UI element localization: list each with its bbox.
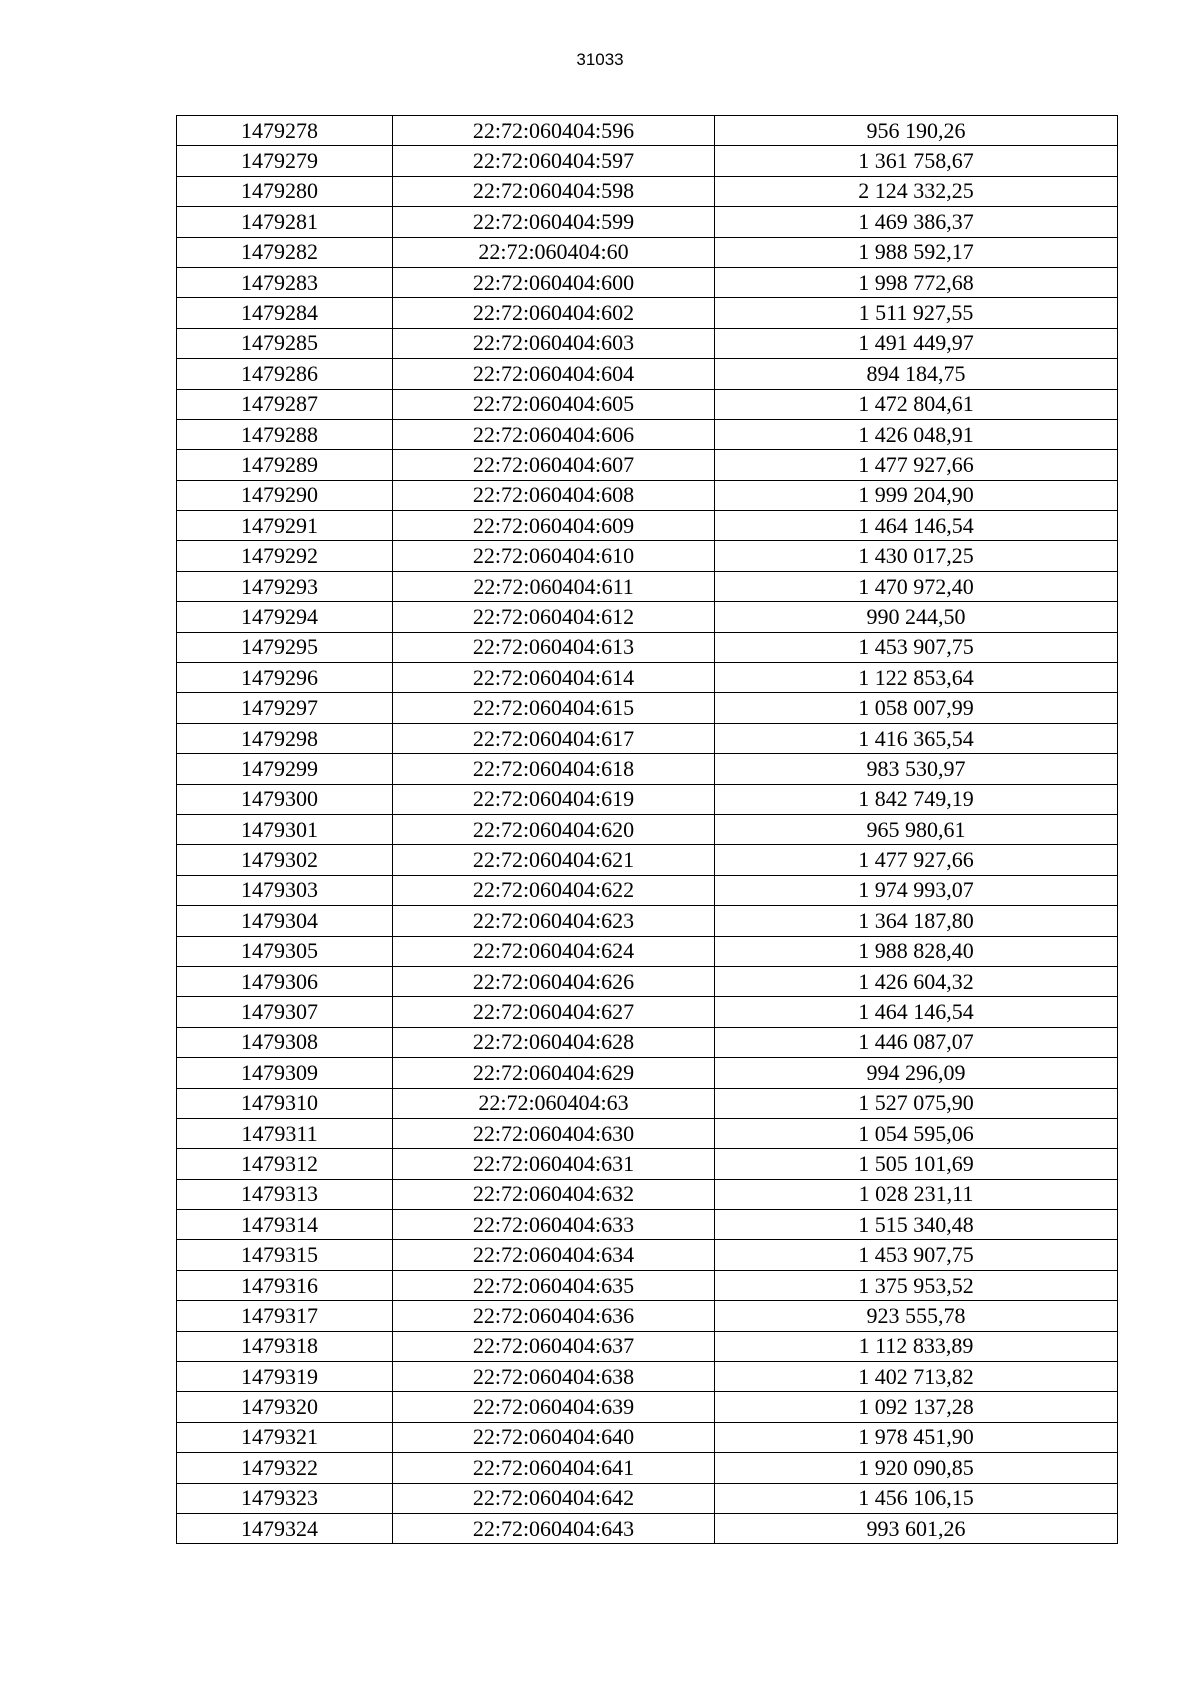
table-row bbox=[177, 1422, 1118, 1452]
cadastral-value-cell: 965 980,61 bbox=[715, 814, 1118, 844]
table-row bbox=[177, 1210, 1118, 1240]
table-row bbox=[177, 1149, 1118, 1179]
table-body bbox=[177, 116, 1118, 1544]
table-row bbox=[177, 1513, 1118, 1543]
cadastral-number-cell: 22:72:060404:638 bbox=[393, 1362, 715, 1392]
row-number-cell: 1479324 bbox=[177, 1513, 393, 1543]
row-number-cell: 1479284 bbox=[177, 298, 393, 328]
cadastral-value-cell: 1 527 075,90 bbox=[715, 1088, 1118, 1118]
cadastral-number-cell: 22:72:060404:620 bbox=[393, 814, 715, 844]
row-number-cell: 1479311 bbox=[177, 1118, 393, 1148]
cadastral-value-cell: 1 515 340,48 bbox=[715, 1210, 1118, 1240]
cadastral-number-cell: 22:72:060404:632 bbox=[393, 1179, 715, 1209]
row-number-cell: 1479305 bbox=[177, 936, 393, 966]
cadastral-value-cell: 1 054 595,06 bbox=[715, 1118, 1118, 1148]
row-number-cell: 1479297 bbox=[177, 693, 393, 723]
table-row bbox=[177, 1027, 1118, 1057]
cadastral-value-cell: 1 402 713,82 bbox=[715, 1362, 1118, 1392]
cadastral-number-cell: 22:72:060404:628 bbox=[393, 1027, 715, 1057]
row-number-cell: 1479286 bbox=[177, 359, 393, 389]
table-row bbox=[177, 663, 1118, 693]
cadastral-number-cell: 22:72:060404:626 bbox=[393, 966, 715, 996]
cadastral-number-cell: 22:72:060404:608 bbox=[393, 480, 715, 510]
cadastral-value-cell: 1 426 048,91 bbox=[715, 419, 1118, 449]
table-row bbox=[177, 298, 1118, 328]
row-number-cell: 1479294 bbox=[177, 602, 393, 632]
cadastral-value-cell: 1 477 927,66 bbox=[715, 845, 1118, 875]
row-number-cell: 1479316 bbox=[177, 1270, 393, 1300]
cadastral-value-cell: 1 453 907,75 bbox=[715, 632, 1118, 662]
cadastral-number-cell: 22:72:060404:623 bbox=[393, 906, 715, 936]
cadastral-value-cell: 956 190,26 bbox=[715, 116, 1118, 146]
row-number-cell: 1479318 bbox=[177, 1331, 393, 1361]
table-row bbox=[177, 602, 1118, 632]
table-row bbox=[177, 1362, 1118, 1392]
cadastral-number-cell: 22:72:060404:633 bbox=[393, 1210, 715, 1240]
cadastral-number-cell: 22:72:060404:624 bbox=[393, 936, 715, 966]
table-row bbox=[177, 511, 1118, 541]
table-row bbox=[177, 1331, 1118, 1361]
row-number-cell: 1479319 bbox=[177, 1362, 393, 1392]
cadastral-value-cell: 2 124 332,25 bbox=[715, 176, 1118, 206]
cadastral-number-cell: 22:72:060404:617 bbox=[393, 723, 715, 753]
cadastral-value-cell: 993 601,26 bbox=[715, 1513, 1118, 1543]
table-row bbox=[177, 966, 1118, 996]
table-row bbox=[177, 480, 1118, 510]
table-row bbox=[177, 176, 1118, 206]
cadastral-value-cell: 1 999 204,90 bbox=[715, 480, 1118, 510]
cadastral-number-cell: 22:72:060404:607 bbox=[393, 450, 715, 480]
table-row bbox=[177, 328, 1118, 358]
table-row bbox=[177, 936, 1118, 966]
table-row bbox=[177, 1483, 1118, 1513]
cadastral-value-cell: 1 511 927,55 bbox=[715, 298, 1118, 328]
table-row bbox=[177, 237, 1118, 267]
cadastral-number-cell: 22:72:060404:643 bbox=[393, 1513, 715, 1543]
row-number-cell: 1479321 bbox=[177, 1422, 393, 1452]
cadastral-number-cell: 22:72:060404:635 bbox=[393, 1270, 715, 1300]
table-row bbox=[177, 814, 1118, 844]
page-number: 31033 bbox=[576, 50, 624, 69]
cadastral-number-cell: 22:72:060404:599 bbox=[393, 207, 715, 237]
row-number-cell: 1479323 bbox=[177, 1483, 393, 1513]
table-row bbox=[177, 997, 1118, 1027]
cadastral-value-cell: 1 456 106,15 bbox=[715, 1483, 1118, 1513]
cadastral-number-cell: 22:72:060404:60 bbox=[393, 237, 715, 267]
cadastral-number-cell: 22:72:060404:631 bbox=[393, 1149, 715, 1179]
cadastral-value-cell: 1 122 853,64 bbox=[715, 663, 1118, 693]
cadastral-value-cell: 1 416 365,54 bbox=[715, 723, 1118, 753]
row-number-cell: 1479285 bbox=[177, 328, 393, 358]
table-row bbox=[177, 1118, 1118, 1148]
cadastral-value-cell: 1 842 749,19 bbox=[715, 784, 1118, 814]
cadastral-number-cell: 22:72:060404:639 bbox=[393, 1392, 715, 1422]
cadastral-value-cell: 1 472 804,61 bbox=[715, 389, 1118, 419]
table-row bbox=[177, 1453, 1118, 1483]
row-number-cell: 1479281 bbox=[177, 207, 393, 237]
row-number-cell: 1479306 bbox=[177, 966, 393, 996]
row-number-cell: 1479312 bbox=[177, 1149, 393, 1179]
cadastral-value-cell: 1 491 449,97 bbox=[715, 328, 1118, 358]
cadastral-value-cell: 1 058 007,99 bbox=[715, 693, 1118, 723]
cadastral-number-cell: 22:72:060404:640 bbox=[393, 1422, 715, 1452]
table-row bbox=[177, 632, 1118, 662]
table-row bbox=[177, 1058, 1118, 1088]
table-row bbox=[177, 845, 1118, 875]
row-number-cell: 1479320 bbox=[177, 1392, 393, 1422]
row-number-cell: 1479293 bbox=[177, 571, 393, 601]
cadastral-number-cell: 22:72:060404:597 bbox=[393, 146, 715, 176]
cadastral-number-cell: 22:72:060404:630 bbox=[393, 1118, 715, 1148]
table-row bbox=[177, 906, 1118, 936]
cadastral-number-cell: 22:72:060404:598 bbox=[393, 176, 715, 206]
table-row bbox=[177, 146, 1118, 176]
cadastral-value-cell: 1 375 953,52 bbox=[715, 1270, 1118, 1300]
cadastral-value-cell: 923 555,78 bbox=[715, 1301, 1118, 1331]
cadastral-number-cell: 22:72:060404:602 bbox=[393, 298, 715, 328]
table-row bbox=[177, 359, 1118, 389]
cadastral-value-cell: 1 430 017,25 bbox=[715, 541, 1118, 571]
table-row bbox=[177, 450, 1118, 480]
cadastral-number-cell: 22:72:060404:642 bbox=[393, 1483, 715, 1513]
table-row bbox=[177, 207, 1118, 237]
cadastral-value-cell: 1 028 231,11 bbox=[715, 1179, 1118, 1209]
row-number-cell: 1479288 bbox=[177, 419, 393, 449]
row-number-cell: 1479282 bbox=[177, 237, 393, 267]
row-number-cell: 1479313 bbox=[177, 1179, 393, 1209]
cadastral-value-cell: 1 974 993,07 bbox=[715, 875, 1118, 905]
row-number-cell: 1479280 bbox=[177, 176, 393, 206]
cadastral-value-cell: 1 453 907,75 bbox=[715, 1240, 1118, 1270]
table-row bbox=[177, 693, 1118, 723]
cadastral-value-cell: 1 464 146,54 bbox=[715, 997, 1118, 1027]
table-row bbox=[177, 1088, 1118, 1118]
row-number-cell: 1479292 bbox=[177, 541, 393, 571]
cadastral-value-cell: 990 244,50 bbox=[715, 602, 1118, 632]
table-row bbox=[177, 754, 1118, 784]
cadastral-value-cell: 983 530,97 bbox=[715, 754, 1118, 784]
cadastral-value-cell: 1 998 772,68 bbox=[715, 267, 1118, 297]
row-number-cell: 1479289 bbox=[177, 450, 393, 480]
cadastral-value-cell: 1 446 087,07 bbox=[715, 1027, 1118, 1057]
cadastral-number-cell: 22:72:060404:609 bbox=[393, 511, 715, 541]
cadastral-value-cell: 1 470 972,40 bbox=[715, 571, 1118, 601]
cadastral-value-cell: 1 361 758,67 bbox=[715, 146, 1118, 176]
cadastral-number-cell: 22:72:060404:641 bbox=[393, 1453, 715, 1483]
cadastral-value-cell: 1 988 592,17 bbox=[715, 237, 1118, 267]
row-number-cell: 1479296 bbox=[177, 663, 393, 693]
cadastral-number-cell: 22:72:060404:604 bbox=[393, 359, 715, 389]
cadastral-number-cell: 22:72:060404:629 bbox=[393, 1058, 715, 1088]
cadastral-number-cell: 22:72:060404:606 bbox=[393, 419, 715, 449]
cadastral-value-cell: 1 469 386,37 bbox=[715, 207, 1118, 237]
row-number-cell: 1479322 bbox=[177, 1453, 393, 1483]
cadastral-number-cell: 22:72:060404:615 bbox=[393, 693, 715, 723]
row-number-cell: 1479314 bbox=[177, 1210, 393, 1240]
cadastral-number-cell: 22:72:060404:627 bbox=[393, 997, 715, 1027]
table-row bbox=[177, 1240, 1118, 1270]
cadastral-number-cell: 22:72:060404:614 bbox=[393, 663, 715, 693]
cadastral-number-cell: 22:72:060404:603 bbox=[393, 328, 715, 358]
cadastral-number-cell: 22:72:060404:636 bbox=[393, 1301, 715, 1331]
table-row bbox=[177, 389, 1118, 419]
row-number-cell: 1479304 bbox=[177, 906, 393, 936]
row-number-cell: 1479298 bbox=[177, 723, 393, 753]
cadastral-value-cell: 994 296,09 bbox=[715, 1058, 1118, 1088]
table-row bbox=[177, 1301, 1118, 1331]
cadastral-number-cell: 22:72:060404:605 bbox=[393, 389, 715, 419]
cadastral-number-cell: 22:72:060404:637 bbox=[393, 1331, 715, 1361]
cadastral-number-cell: 22:72:060404:596 bbox=[393, 116, 715, 146]
cadastral-number-cell: 22:72:060404:619 bbox=[393, 784, 715, 814]
table-row bbox=[177, 723, 1118, 753]
cadastral-value-cell: 1 477 927,66 bbox=[715, 450, 1118, 480]
row-number-cell: 1479303 bbox=[177, 875, 393, 905]
cadastral-value-table bbox=[176, 115, 1118, 1544]
cadastral-value-cell: 1 464 146,54 bbox=[715, 511, 1118, 541]
cadastral-value-cell: 1 364 187,80 bbox=[715, 906, 1118, 936]
cadastral-value-cell: 1 920 090,85 bbox=[715, 1453, 1118, 1483]
cadastral-value-cell: 894 184,75 bbox=[715, 359, 1118, 389]
cadastral-number-cell: 22:72:060404:613 bbox=[393, 632, 715, 662]
row-number-cell: 1479290 bbox=[177, 480, 393, 510]
row-number-cell: 1479302 bbox=[177, 845, 393, 875]
cadastral-number-cell: 22:72:060404:618 bbox=[393, 754, 715, 784]
cadastral-number-cell: 22:72:060404:63 bbox=[393, 1088, 715, 1118]
cadastral-value-cell: 1 978 451,90 bbox=[715, 1422, 1118, 1452]
table-row bbox=[177, 419, 1118, 449]
cadastral-number-cell: 22:72:060404:600 bbox=[393, 267, 715, 297]
row-number-cell: 1479283 bbox=[177, 267, 393, 297]
row-number-cell: 1479300 bbox=[177, 784, 393, 814]
row-number-cell: 1479315 bbox=[177, 1240, 393, 1270]
row-number-cell: 1479301 bbox=[177, 814, 393, 844]
cadastral-value-cell: 1 092 137,28 bbox=[715, 1392, 1118, 1422]
cadastral-value-cell: 1 988 828,40 bbox=[715, 936, 1118, 966]
row-number-cell: 1479309 bbox=[177, 1058, 393, 1088]
row-number-cell: 1479308 bbox=[177, 1027, 393, 1057]
row-number-cell: 1479279 bbox=[177, 146, 393, 176]
table-row bbox=[177, 541, 1118, 571]
table-row bbox=[177, 1179, 1118, 1209]
cadastral-number-cell: 22:72:060404:621 bbox=[393, 845, 715, 875]
table-row bbox=[177, 267, 1118, 297]
table-row bbox=[177, 116, 1118, 146]
cadastral-number-cell: 22:72:060404:634 bbox=[393, 1240, 715, 1270]
row-number-cell: 1479295 bbox=[177, 632, 393, 662]
cadastral-number-cell: 22:72:060404:612 bbox=[393, 602, 715, 632]
cadastral-number-cell: 22:72:060404:622 bbox=[393, 875, 715, 905]
row-number-cell: 1479291 bbox=[177, 511, 393, 541]
row-number-cell: 1479278 bbox=[177, 116, 393, 146]
cadastral-value-cell: 1 505 101,69 bbox=[715, 1149, 1118, 1179]
table-row bbox=[177, 784, 1118, 814]
table-row bbox=[177, 1392, 1118, 1422]
row-number-cell: 1479317 bbox=[177, 1301, 393, 1331]
row-number-cell: 1479287 bbox=[177, 389, 393, 419]
cadastral-value-cell: 1 112 833,89 bbox=[715, 1331, 1118, 1361]
row-number-cell: 1479310 bbox=[177, 1088, 393, 1118]
table-row bbox=[177, 571, 1118, 601]
row-number-cell: 1479307 bbox=[177, 997, 393, 1027]
cadastral-value-cell: 1 426 604,32 bbox=[715, 966, 1118, 996]
table-row bbox=[177, 1270, 1118, 1300]
cadastral-number-cell: 22:72:060404:611 bbox=[393, 571, 715, 601]
cadastral-number-cell: 22:72:060404:610 bbox=[393, 541, 715, 571]
table-row bbox=[177, 875, 1118, 905]
row-number-cell: 1479299 bbox=[177, 754, 393, 784]
